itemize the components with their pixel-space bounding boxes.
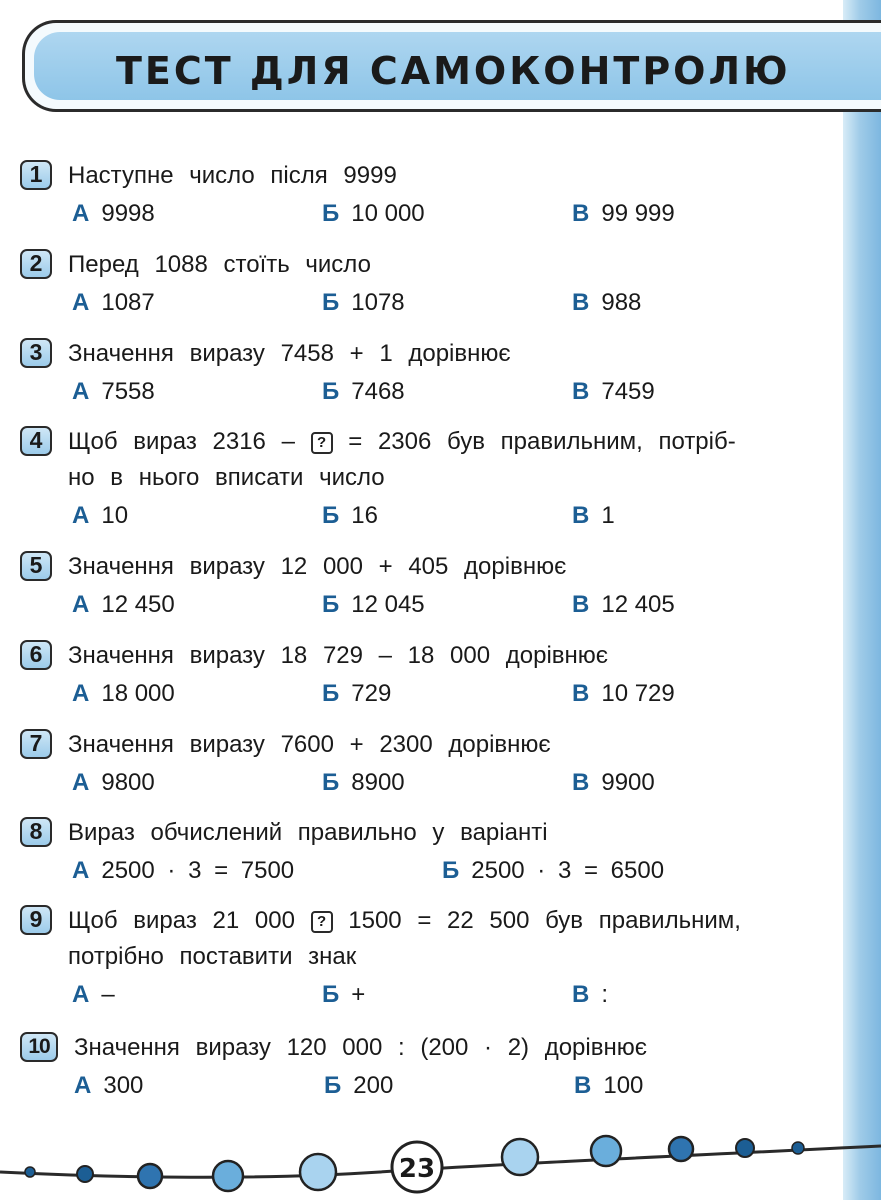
option-c[interactable]: [572, 979, 608, 1011]
question-number-badge: 1: [20, 160, 52, 190]
footer-bead: [669, 1137, 693, 1161]
option-letter: Б: [322, 981, 340, 1008]
option-value: 7459: [601, 378, 655, 405]
question-number-badge: 3: [20, 338, 52, 368]
option-value: 12 045: [351, 591, 425, 618]
question-text: Значення виразу 7458 + 1 дорівнює: [68, 340, 511, 367]
option-a[interactable]: [74, 1070, 143, 1102]
footer-bead: [300, 1154, 336, 1190]
page-number: 23: [398, 1154, 436, 1184]
page-title: ТЕСТ ДЛЯ САМОКОНТРОЛЮ: [116, 49, 791, 93]
option-value: 9900: [601, 769, 655, 796]
footer-bead: [213, 1161, 243, 1191]
option-letter: В: [572, 769, 590, 796]
option-value: 300: [103, 1072, 144, 1099]
option-c[interactable]: [572, 198, 675, 230]
option-letter: А: [72, 857, 90, 884]
option-value: 2500 · 3 = 6500: [471, 857, 665, 884]
option-value: 12 405: [601, 591, 675, 618]
option-c[interactable]: [572, 678, 675, 710]
option-letter: Б: [324, 1072, 342, 1099]
question-number-badge: 8: [20, 817, 52, 847]
option-letter: А: [72, 502, 90, 529]
option-c[interactable]: [574, 1070, 643, 1102]
option-b[interactable]: [322, 678, 391, 710]
option-letter: Б: [322, 502, 340, 529]
option-c[interactable]: [572, 589, 675, 621]
option-letter: Б: [322, 200, 340, 227]
title-banner: [22, 20, 881, 112]
footer-bead: [792, 1142, 804, 1154]
option-letter: Б: [322, 289, 340, 316]
option-value: 10 000: [351, 200, 425, 227]
question-text: Значення виразу 18 729 – 18 000 дорівнює: [68, 642, 609, 669]
answer-options: [18, 198, 818, 230]
footer-bead: [138, 1164, 162, 1188]
answer-options: [18, 678, 818, 710]
option-letter: А: [72, 981, 90, 1008]
option-letter: А: [72, 769, 90, 796]
question-text-part: потрібно поставити знак: [68, 943, 357, 970]
option-a[interactable]: [72, 767, 155, 799]
option-value: 12 450: [101, 591, 175, 618]
option-value: :: [601, 981, 609, 1008]
option-b[interactable]: [322, 287, 405, 319]
option-letter: В: [572, 200, 590, 227]
option-a[interactable]: [72, 678, 175, 710]
option-a[interactable]: [72, 855, 294, 887]
option-a[interactable]: [72, 287, 155, 319]
option-value: 100: [603, 1072, 644, 1099]
option-letter: Б: [322, 680, 340, 707]
option-a[interactable]: [72, 500, 128, 532]
page-edge-tint: [843, 0, 881, 1200]
question-text: [68, 903, 808, 975]
question-number-badge: 4: [20, 426, 52, 456]
option-letter: Б: [322, 591, 340, 618]
option-value: 10: [101, 502, 129, 529]
option-b[interactable]: [322, 979, 365, 1011]
option-value: 10 729: [601, 680, 675, 707]
footer-bead: [502, 1139, 538, 1175]
question-text: Значення виразу 120 000 : (200 · 2) дорівнює: [74, 1034, 647, 1061]
option-value: +: [351, 981, 366, 1008]
footer-bead: [25, 1167, 35, 1177]
question-text: Значення виразу 12 000 + 405 дорівнює: [68, 553, 567, 580]
option-value: 1: [601, 502, 615, 529]
option-letter: В: [572, 981, 590, 1008]
option-b[interactable]: [442, 855, 664, 887]
question-text-part: 1500 = 22 500 був правильним,: [348, 907, 741, 934]
question-text: Перед 1088 стоїть число: [68, 251, 371, 278]
option-value: 1078: [351, 289, 405, 316]
option-c[interactable]: [572, 287, 641, 319]
question-number-badge: 6: [20, 640, 52, 670]
option-b[interactable]: [322, 767, 405, 799]
question-number-badge: 7: [20, 729, 52, 759]
question-text: Значення виразу 7600 + 2300 дорівнює: [68, 731, 551, 758]
option-c[interactable]: [572, 767, 655, 799]
question-number-badge: 10: [20, 1032, 58, 1062]
option-letter: А: [72, 680, 90, 707]
question-text: [68, 424, 808, 496]
option-value: 9800: [101, 769, 155, 796]
option-c[interactable]: [572, 500, 615, 532]
question-text: Наступне число після 9999: [68, 162, 397, 189]
option-letter: В: [572, 502, 590, 529]
option-value: 7558: [101, 378, 155, 405]
option-letter: А: [72, 591, 90, 618]
option-b[interactable]: [322, 376, 405, 408]
question-number-badge: 2: [20, 249, 52, 279]
option-value: 16: [351, 502, 378, 529]
option-b[interactable]: [322, 589, 425, 621]
option-letter: А: [72, 200, 90, 227]
option-b[interactable]: [322, 198, 425, 230]
question-text-part: Щоб вираз 21 000: [68, 907, 295, 934]
option-value: 18 000: [101, 680, 175, 707]
option-letter: Б: [442, 857, 460, 884]
option-value: 1087: [101, 289, 155, 316]
answer-options: [18, 376, 818, 408]
option-value: 7468: [351, 378, 405, 405]
option-b[interactable]: [324, 1070, 393, 1102]
option-letter: Б: [322, 378, 340, 405]
option-value: 2500 · 3 = 7500: [101, 857, 295, 884]
option-value: 729: [351, 680, 392, 707]
option-letter: Б: [322, 769, 340, 796]
answer-options: [18, 979, 818, 1011]
unknown-box: ?: [311, 432, 333, 454]
answer-options: [18, 1070, 818, 1102]
question-number-badge: 9: [20, 905, 52, 935]
answer-options: [18, 767, 818, 799]
option-letter: В: [572, 680, 590, 707]
question-text: Вираз обчислений правильно у варіанті: [68, 819, 548, 846]
footer-bead: [77, 1166, 93, 1182]
answer-options: [18, 287, 818, 319]
option-value: 99 999: [601, 200, 675, 227]
option-letter: А: [72, 378, 90, 405]
title-banner-fill: [34, 32, 881, 100]
question-text-part: Щоб вираз 2316 –: [68, 428, 295, 455]
answer-options: [18, 589, 818, 621]
footer-bead: [591, 1136, 621, 1166]
option-value: 9998: [101, 200, 155, 227]
option-c[interactable]: [572, 376, 655, 408]
option-letter: В: [574, 1072, 592, 1099]
option-value: 200: [353, 1072, 394, 1099]
question-text-part: но в нього вписати число: [68, 464, 385, 491]
option-a[interactable]: [72, 979, 115, 1011]
option-value: 988: [601, 289, 642, 316]
answer-options: [18, 500, 818, 532]
footer-bead-line: [0, 1120, 881, 1200]
question-number-badge: 5: [20, 551, 52, 581]
option-a[interactable]: [72, 198, 155, 230]
option-value: –: [101, 981, 115, 1008]
answer-options: [18, 855, 818, 887]
option-letter: А: [72, 289, 90, 316]
question-text-part: = 2306 був правильним, потріб-: [348, 428, 736, 455]
footer-bead: [736, 1139, 754, 1157]
option-a[interactable]: [72, 376, 155, 408]
option-b[interactable]: [322, 500, 378, 532]
option-value: 8900: [351, 769, 405, 796]
option-letter: А: [74, 1072, 92, 1099]
option-letter: В: [572, 591, 590, 618]
option-a[interactable]: [72, 589, 175, 621]
option-letter: В: [572, 378, 590, 405]
option-letter: В: [572, 289, 590, 316]
unknown-box: ?: [311, 911, 333, 933]
